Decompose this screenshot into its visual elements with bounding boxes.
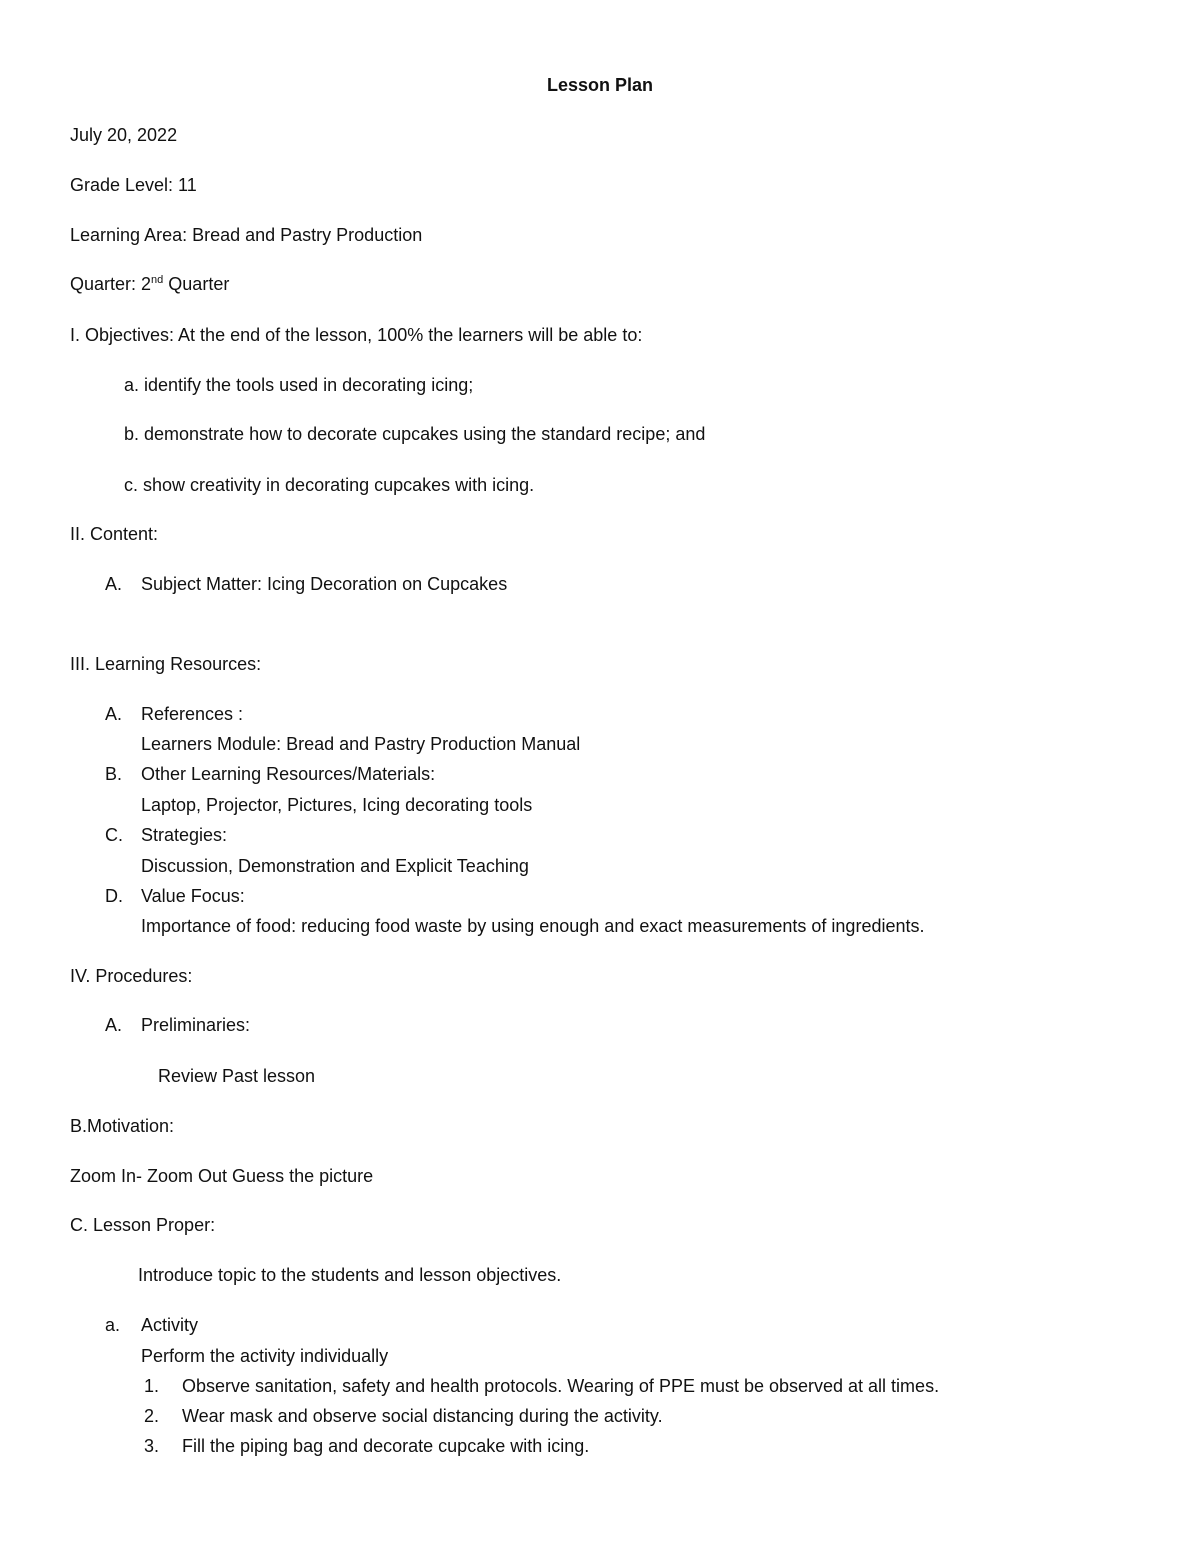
content-item xyxy=(105,573,507,595)
step-text: Observe sanitation, safety and health protocols. Wearing of PPE must be observed at all times. xyxy=(182,1376,940,1396)
activity-step xyxy=(144,1435,589,1457)
activity-instruction: Perform the activity individually xyxy=(141,1346,389,1366)
activity-label: Activity xyxy=(141,1315,199,1335)
resource-detail: Learners Module: Bread and Pastry Production Manual xyxy=(141,734,581,754)
resource-item xyxy=(105,824,227,846)
objective-item: b. demonstrate how to decorate cupcakes using the standard recipe; and xyxy=(124,424,706,444)
content-heading: II. Content: xyxy=(70,524,159,544)
step-number: 3. xyxy=(144,1436,160,1456)
resource-label: Value Focus: xyxy=(141,886,245,906)
step-number: 1. xyxy=(144,1376,160,1396)
list-marker: a. xyxy=(105,1315,121,1335)
list-marker: A. xyxy=(105,1015,123,1035)
resource-detail: Importance of food: reducing food waste by using enough and exact measurements of ingredients. xyxy=(141,916,925,936)
list-marker: D. xyxy=(105,886,123,906)
learning-area: Learning Area: Bread and Pastry Production xyxy=(70,225,423,245)
step-number: 2. xyxy=(144,1406,160,1426)
preliminaries-item xyxy=(105,1014,250,1036)
resource-label: Strategies: xyxy=(141,825,228,845)
lesson-date: July 20, 2022 xyxy=(70,125,178,145)
step-text: Wear mask and observe social distancing during the activity. xyxy=(182,1406,663,1426)
resources-heading: III. Learning Resources: xyxy=(70,654,262,674)
resource-detail: Laptop, Projector, Pictures, Icing decorating tools xyxy=(141,795,533,815)
activity-step xyxy=(144,1405,663,1427)
activity-step xyxy=(144,1375,939,1397)
objective-item: a. identify the tools used in decorating icing; xyxy=(124,375,474,395)
content-item-text: Subject Matter: Icing Decoration on Cupcakes xyxy=(141,574,508,594)
page-title: Lesson Plan xyxy=(546,75,654,95)
preliminaries-label: Preliminaries: xyxy=(141,1015,251,1035)
grade-level: Grade Level: 11 xyxy=(70,175,197,195)
list-marker: C. xyxy=(105,825,123,845)
step-text: Fill the piping bag and decorate cupcake with icing. xyxy=(182,1436,590,1456)
motivation-label: B.Motivation: xyxy=(70,1116,175,1136)
quarter-suffix: Quarter xyxy=(163,274,230,294)
list-marker: B. xyxy=(105,764,123,784)
preliminaries-detail: Review Past lesson xyxy=(158,1066,316,1086)
quarter xyxy=(70,273,229,295)
motivation-detail: Zoom In- Zoom Out Guess the picture xyxy=(70,1166,374,1186)
resource-label: References : xyxy=(141,704,244,724)
quarter-ordinal-suffix: nd xyxy=(151,274,164,286)
resource-item xyxy=(105,885,245,907)
quarter-prefix: Quarter: 2 xyxy=(70,274,152,294)
resource-label: Other Learning Resources/Materials: xyxy=(141,764,436,784)
lesson-proper-label: C. Lesson Proper: xyxy=(70,1215,216,1235)
resource-item xyxy=(105,703,243,725)
list-marker: A. xyxy=(105,574,123,594)
list-marker: A. xyxy=(105,704,123,724)
lesson-proper-intro: Introduce topic to the students and lesson objectives. xyxy=(138,1265,562,1285)
objective-item: c. show creativity in decorating cupcakes with icing. xyxy=(124,475,535,495)
procedures-heading: IV. Procedures: xyxy=(70,966,193,986)
resource-item xyxy=(105,763,435,785)
objectives-heading: I. Objectives: At the end of the lesson, 100% the learners will be able to: xyxy=(70,325,643,345)
resource-detail: Discussion, Demonstration and Explicit Teaching xyxy=(141,856,529,876)
activity-item xyxy=(105,1314,198,1336)
